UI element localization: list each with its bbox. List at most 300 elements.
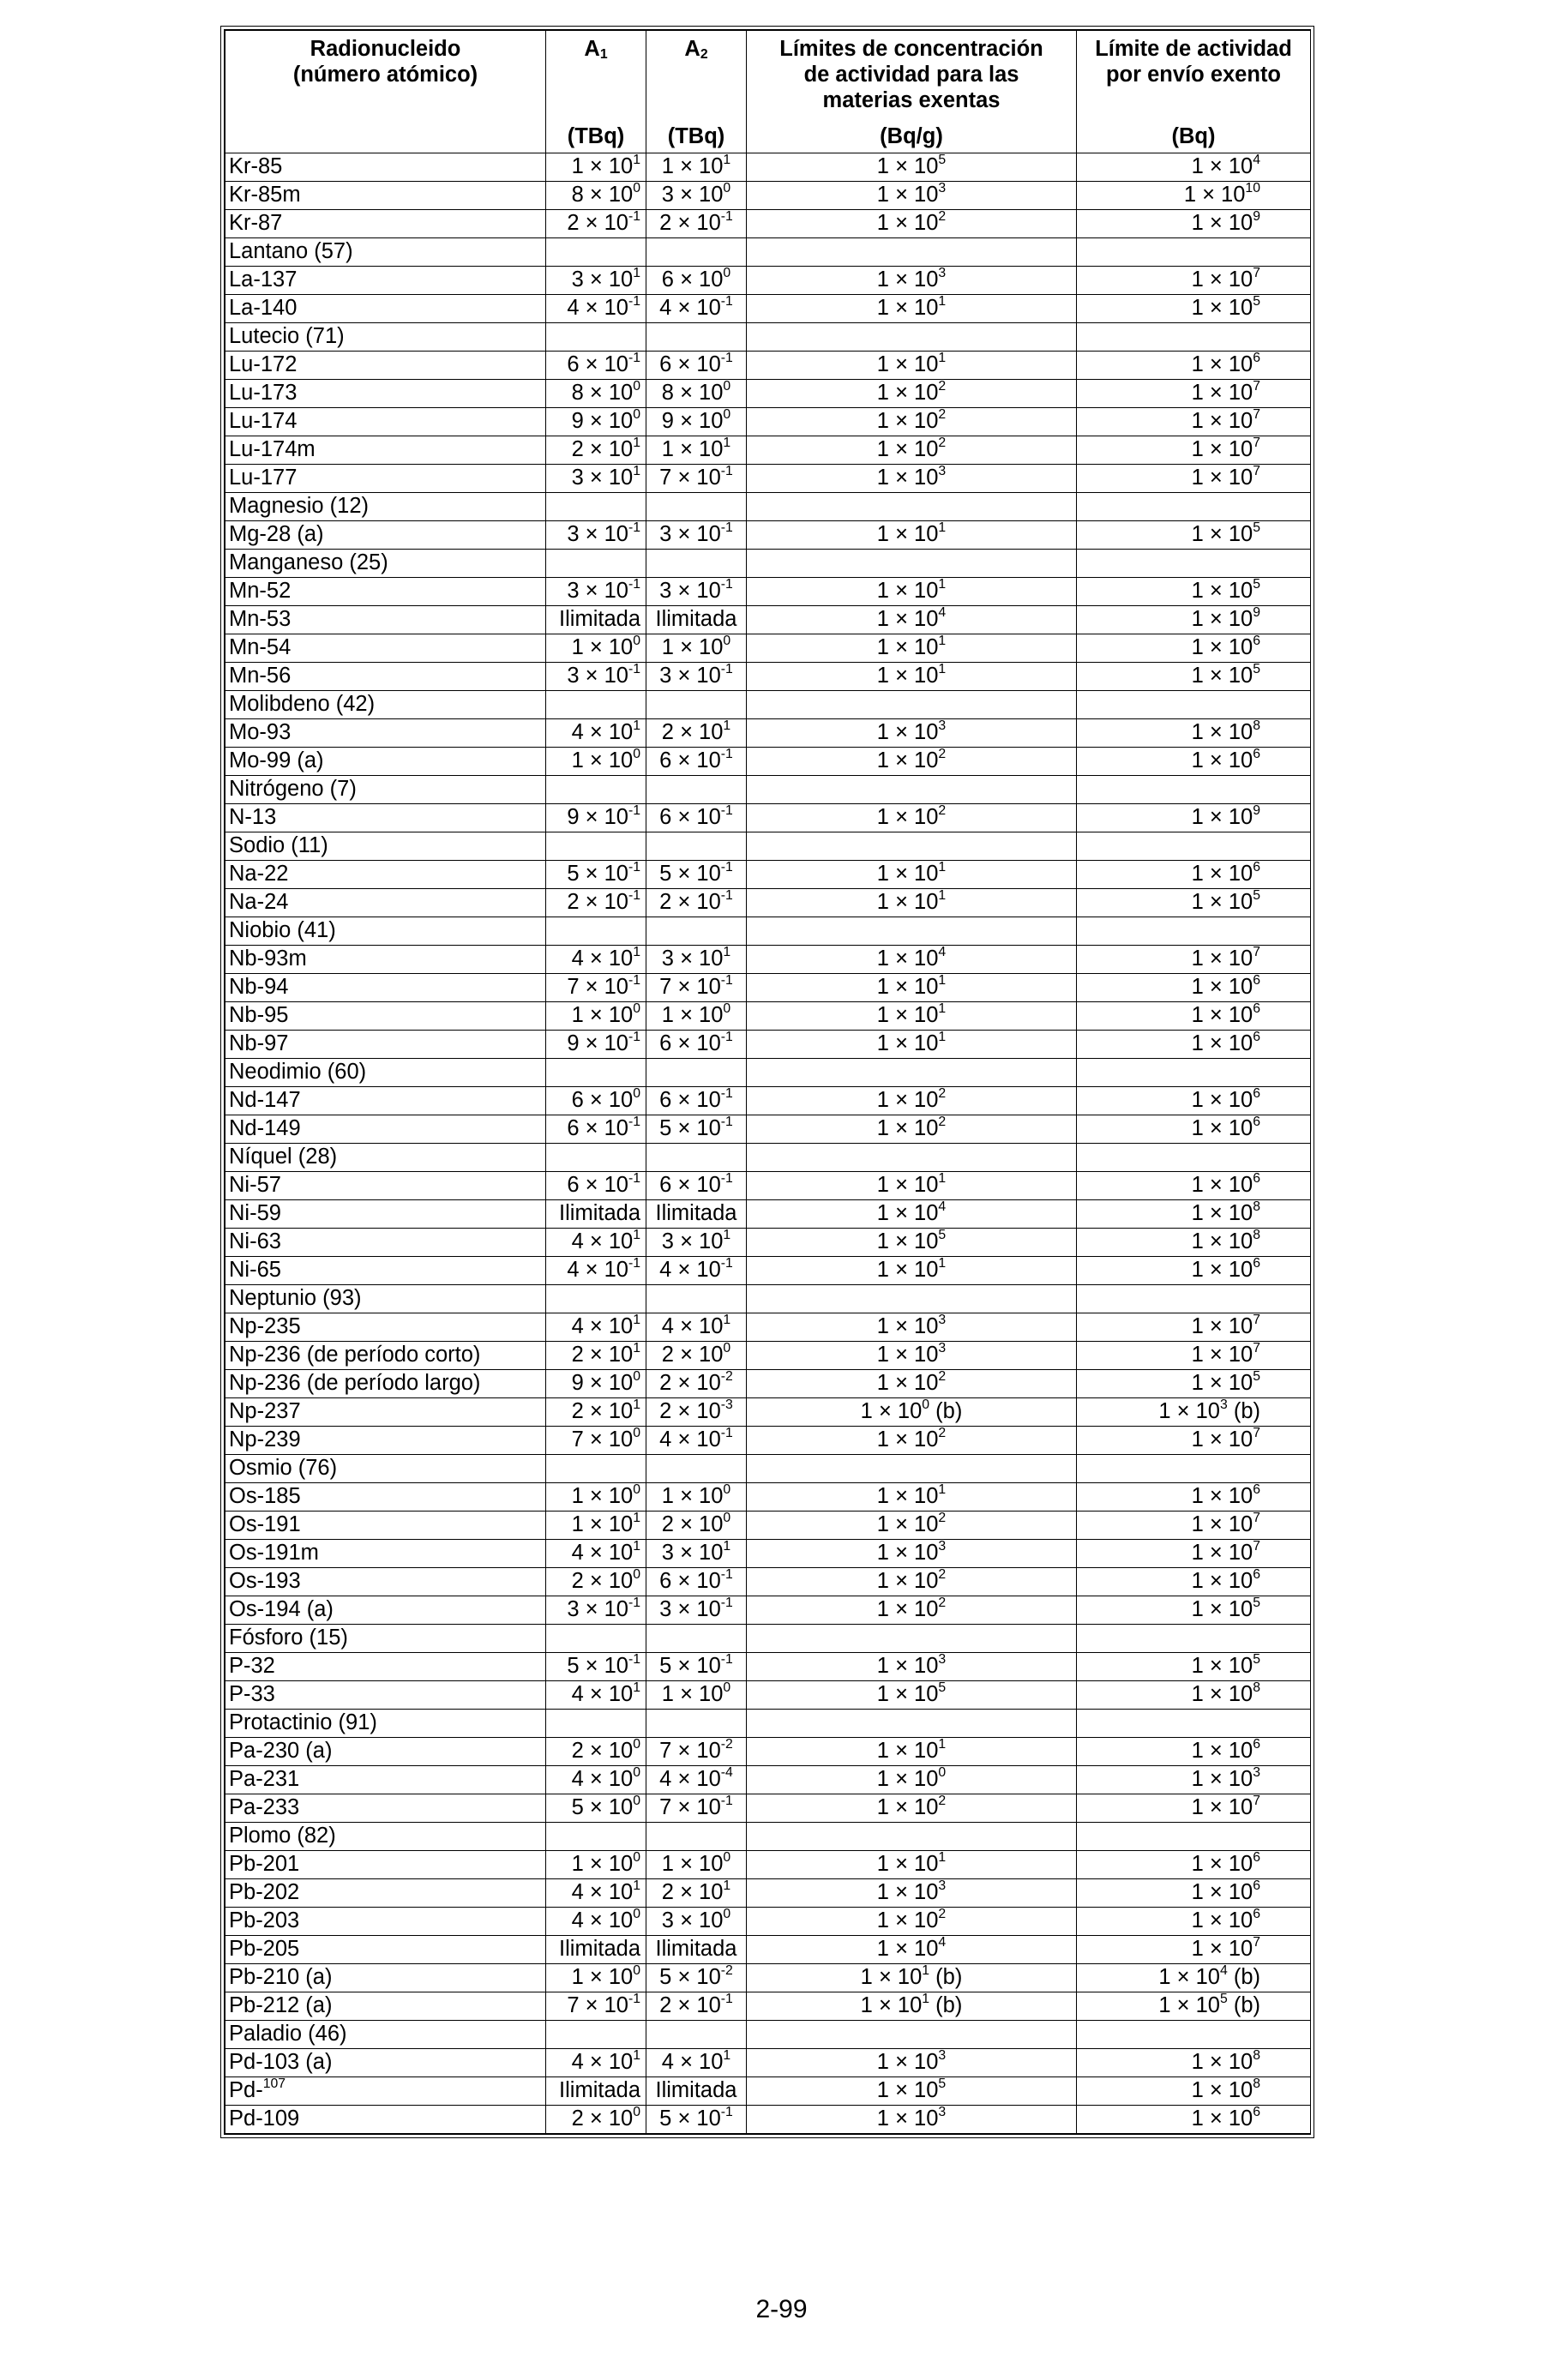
table-row — [225, 521, 1311, 550]
cell-a1: $1 \times 10^0$ — [546, 1851, 646, 1879]
cell-a1: $2 \times 10^{-1}$ — [546, 889, 646, 917]
cell-radionuclide: Osmio (76) — [225, 1455, 546, 1483]
cell-a1: $4 \times 10^1$ — [546, 1540, 646, 1568]
cell-activity-limit: $1 \times 10^6$ — [1077, 1115, 1311, 1144]
cell-concentration: $1 \times 10^3$ — [747, 1879, 1077, 1908]
cell-a2: $6 \times 10^{-1}$ — [646, 1031, 747, 1059]
cell-a2 — [646, 776, 747, 804]
cell-activity-limit: $1 \times 10^5$ (b) — [1077, 1992, 1311, 2021]
cell-a2: Ilimitada — [646, 1936, 747, 1964]
table-row — [225, 1681, 1311, 1710]
table-row — [225, 1398, 1311, 1427]
cell-activity-limit: $1 \times 10^8$ — [1077, 1200, 1311, 1229]
cell-radionuclide: Fósforo (15) — [225, 1625, 546, 1653]
cell-concentration: $1 \times 10^2$ — [747, 1370, 1077, 1398]
cell-activity-limit — [1077, 1285, 1311, 1313]
table-row — [225, 1370, 1311, 1398]
table-row — [225, 776, 1311, 804]
cell-a1 — [546, 776, 646, 804]
cell-concentration: $1 \times 10^3$ — [747, 719, 1077, 748]
cell-activity-limit: $1 \times 10^7$ — [1077, 1794, 1311, 1823]
cell-a2: $2 \times 10^{-1}$ — [646, 1992, 747, 2021]
cell-radionuclide: Niobio (41) — [225, 917, 546, 946]
header-concentration-line1: Límites de concentración — [779, 37, 1043, 61]
cell-activity-limit: $1 \times 10^6$ — [1077, 1568, 1311, 1596]
cell-a1: $3 \times 10^{-1}$ — [546, 663, 646, 691]
cell-a2: $7 \times 10^{-1}$ — [646, 1794, 747, 1823]
cell-a1: $5 \times 10^{-1}$ — [546, 861, 646, 889]
table-row — [225, 465, 1311, 493]
table-row — [225, 578, 1311, 606]
table-row — [225, 1483, 1311, 1512]
cell-concentration: $1 \times 10^2$ — [747, 1794, 1077, 1823]
cell-radionuclide: Lu-174m — [225, 436, 546, 465]
cell-a2: $4 \times 10^{-1}$ — [646, 1257, 747, 1285]
table-row — [225, 1540, 1311, 1568]
cell-a2: $2 \times 10^{-2}$ — [646, 1370, 747, 1398]
cell-a1: $3 \times 10^{-1}$ — [546, 578, 646, 606]
cell-concentration — [747, 550, 1077, 578]
table-row — [225, 1031, 1311, 1059]
table-row — [225, 1908, 1311, 1936]
table-row — [225, 1653, 1311, 1681]
cell-a2: $4 \times 10^1$ — [646, 2049, 747, 2077]
cell-a1: Ilimitada — [546, 1936, 646, 1964]
cell-concentration: $1 \times 10^3$ — [747, 1342, 1077, 1370]
cell-a2: $6 \times 10^0$ — [646, 267, 747, 295]
table-row — [225, 1512, 1311, 1540]
cell-activity-limit: $1 \times 10^7$ — [1077, 1512, 1311, 1540]
cell-a2: $3 \times 10^{-1}$ — [646, 663, 747, 691]
table-row — [225, 1059, 1311, 1087]
cell-radionuclide: Np-236 (de período corto) — [225, 1342, 546, 1370]
table-row — [225, 1285, 1311, 1313]
cell-concentration: $1 \times 10^1$ — [747, 889, 1077, 917]
cell-a1: $4 \times 10^1$ — [546, 1229, 646, 1257]
cell-a1: $9 \times 10^0$ — [546, 1370, 646, 1398]
cell-activity-limit: $1 \times 10^4$ (b) — [1077, 1964, 1311, 1992]
cell-a2 — [646, 1144, 747, 1172]
cell-a2: $3 \times 10^{-1}$ — [646, 578, 747, 606]
cell-activity-limit — [1077, 917, 1311, 946]
cell-a2: $4 \times 10^1$ — [646, 1313, 747, 1342]
cell-activity-limit: $1 \times 10^5$ — [1077, 1653, 1311, 1681]
cell-concentration — [747, 323, 1077, 352]
cell-concentration: $1 \times 10^3$ — [747, 2106, 1077, 2134]
cell-a2: $2 \times 10^0$ — [646, 1342, 747, 1370]
table-body — [225, 153, 1311, 2134]
cell-radionuclide: Pb-203 — [225, 1908, 546, 1936]
cell-a2: $3 \times 10^{-1}$ — [646, 521, 747, 550]
header-a1-symbol: A — [584, 37, 600, 61]
cell-radionuclide: Nitrógeno (7) — [225, 776, 546, 804]
table-row — [225, 352, 1311, 380]
cell-a2: $3 \times 10^{-1}$ — [646, 1596, 747, 1625]
cell-a1 — [546, 550, 646, 578]
cell-concentration: $1 \times 10^2$ — [747, 1568, 1077, 1596]
cell-activity-limit: $1 \times 10^{10}$ — [1077, 182, 1311, 210]
cell-a1: $7 \times 10^{-1}$ — [546, 1992, 646, 2021]
cell-radionuclide: Lu-172 — [225, 352, 546, 380]
cell-a1: $1 \times 10^0$ — [546, 1483, 646, 1512]
cell-activity-limit: $1 \times 10^8$ — [1077, 2049, 1311, 2077]
cell-concentration: $1 \times 10^4$ — [747, 946, 1077, 974]
header-radionuclide — [225, 31, 546, 153]
cell-activity-limit: $1 \times 10^6$ — [1077, 1172, 1311, 1200]
cell-a1: $4 \times 10^{-1}$ — [546, 295, 646, 323]
cell-concentration — [747, 917, 1077, 946]
cell-a2 — [646, 550, 747, 578]
cell-concentration: $1 \times 10^4$ — [747, 1936, 1077, 1964]
cell-radionuclide: Lu-173 — [225, 380, 546, 408]
cell-a2: $3 \times 10^0$ — [646, 182, 747, 210]
cell-activity-limit: $1 \times 10^5$ — [1077, 295, 1311, 323]
cell-radionuclide: La-140 — [225, 295, 546, 323]
cell-activity-limit: $1 \times 10^9$ — [1077, 210, 1311, 238]
table-row — [225, 1313, 1311, 1342]
table-row — [225, 719, 1311, 748]
cell-a1: Ilimitada — [546, 1200, 646, 1229]
cell-activity-limit: $1 \times 10^7$ — [1077, 946, 1311, 974]
header-a2-unit: (TBq) — [667, 124, 725, 148]
cell-radionuclide: Na-22 — [225, 861, 546, 889]
cell-activity-limit: $1 \times 10^7$ — [1077, 1342, 1311, 1370]
cell-a1: $4 \times 10^1$ — [546, 1313, 646, 1342]
cell-a1: $9 \times 10^{-1}$ — [546, 804, 646, 832]
table-row — [225, 804, 1311, 832]
cell-radionuclide: Mn-53 — [225, 606, 546, 634]
cell-radionuclide: Ni-59 — [225, 1200, 546, 1229]
cell-concentration — [747, 1823, 1077, 1851]
cell-concentration — [747, 1625, 1077, 1653]
cell-activity-limit: $1 \times 10^6$ — [1077, 1031, 1311, 1059]
cell-radionuclide: Nb-95 — [225, 1002, 546, 1031]
cell-concentration: $1 \times 10^2$ — [747, 380, 1077, 408]
cell-a2: $1 \times 10^0$ — [646, 634, 747, 663]
table-row — [225, 691, 1311, 719]
cell-activity-limit: $1 \times 10^7$ — [1077, 465, 1311, 493]
cell-concentration: $1 \times 10^0$ — [747, 1766, 1077, 1794]
cell-a1: $7 \times 10^0$ — [546, 1427, 646, 1455]
table-row — [225, 663, 1311, 691]
cell-activity-limit: $1 \times 10^7$ — [1077, 1540, 1311, 1568]
header-concentration-limits — [747, 31, 1077, 153]
table-row — [225, 267, 1311, 295]
cell-a1: $6 \times 10^{-1}$ — [546, 1172, 646, 1200]
cell-concentration: $1 \times 10^1$ — [747, 1738, 1077, 1766]
cell-activity-limit: $1 \times 10^6$ — [1077, 1908, 1311, 1936]
cell-radionuclide: Ni-63 — [225, 1229, 546, 1257]
cell-concentration: $1 \times 10^2$ — [747, 1087, 1077, 1115]
cell-concentration: $1 \times 10^5$ — [747, 1681, 1077, 1710]
cell-a1: $3 \times 10^{-1}$ — [546, 1596, 646, 1625]
cell-radionuclide: Kr-85m — [225, 182, 546, 210]
cell-a1: $4 \times 10^1$ — [546, 1681, 646, 1710]
cell-radionuclide: Lutecio (71) — [225, 323, 546, 352]
cell-radionuclide: Nd-149 — [225, 1115, 546, 1144]
cell-a1: $1 \times 10^0$ — [546, 1002, 646, 1031]
table-row — [225, 1455, 1311, 1483]
cell-a1: $3 \times 10^1$ — [546, 267, 646, 295]
cell-a1 — [546, 1285, 646, 1313]
cell-activity-limit: $1 \times 10^5$ — [1077, 663, 1311, 691]
cell-a1: $2 \times 10^0$ — [546, 1568, 646, 1596]
cell-activity-limit: $1 \times 10^6$ — [1077, 1851, 1311, 1879]
header-a1-unit: (TBq) — [567, 124, 625, 148]
cell-radionuclide: Pb-201 — [225, 1851, 546, 1879]
cell-a1: $1 \times 10^1$ — [546, 153, 646, 182]
cell-a2: $6 \times 10^{-1}$ — [646, 1087, 747, 1115]
header-radionuclide-line1: Radionucleido — [310, 37, 461, 61]
cell-activity-limit — [1077, 1455, 1311, 1483]
cell-radionuclide: Pd-109 — [225, 2106, 546, 2134]
header-a2 — [646, 31, 747, 153]
cell-a2: $4 \times 10^{-1}$ — [646, 295, 747, 323]
table-row — [225, 408, 1311, 436]
cell-a1: $4 \times 10^{-1}$ — [546, 1257, 646, 1285]
cell-radionuclide: Lantano (57) — [225, 238, 546, 267]
cell-concentration: $1 \times 10^1$ — [747, 663, 1077, 691]
header-a1-subscript: 1 — [599, 47, 608, 63]
cell-activity-limit — [1077, 2021, 1311, 2049]
cell-concentration: $1 \times 10^4$ — [747, 606, 1077, 634]
table-row — [225, 1200, 1311, 1229]
header-radionuclide-line2: (número atómico) — [292, 63, 478, 87]
cell-concentration: $1 \times 10^1$ — [747, 578, 1077, 606]
cell-a2: $5 \times 10^{-1}$ — [646, 1653, 747, 1681]
cell-a1: $6 \times 10^0$ — [546, 1087, 646, 1115]
cell-a2 — [646, 832, 747, 861]
cell-concentration: $1 \times 10^5$ — [747, 1229, 1077, 1257]
cell-a1: $3 \times 10^1$ — [546, 465, 646, 493]
cell-a2 — [646, 691, 747, 719]
cell-a2: $6 \times 10^{-1}$ — [646, 804, 747, 832]
cell-radionuclide: Neptunio (93) — [225, 1285, 546, 1313]
radionuclide-table-frame — [224, 29, 1311, 2135]
cell-a2: $1 \times 10^1$ — [646, 153, 747, 182]
table-row — [225, 1851, 1311, 1879]
cell-activity-limit: $1 \times 10^5$ — [1077, 1596, 1311, 1625]
cell-radionuclide: Pb-205 — [225, 1936, 546, 1964]
cell-activity-limit: $1 \times 10^9$ — [1077, 606, 1311, 634]
cell-a2: $6 \times 10^{-1}$ — [646, 748, 747, 776]
cell-radionuclide: Np-236 (de período largo) — [225, 1370, 546, 1398]
table-row — [225, 1427, 1311, 1455]
cell-radionuclide: Magnesio (12) — [225, 493, 546, 521]
table-row — [225, 1879, 1311, 1908]
cell-radionuclide: Pd-$^{107}$ — [225, 2077, 546, 2106]
cell-activity-limit: $1 \times 10^6$ — [1077, 634, 1311, 663]
cell-concentration — [747, 1710, 1077, 1738]
cell-a1 — [546, 1455, 646, 1483]
cell-radionuclide: Os-193 — [225, 1568, 546, 1596]
cell-radionuclide: Pb-202 — [225, 1879, 546, 1908]
header-concentration-line3: materias exentas — [822, 88, 1001, 112]
cell-a2: $5 \times 10^{-1}$ — [646, 2106, 747, 2134]
table-row — [225, 1738, 1311, 1766]
cell-concentration — [747, 776, 1077, 804]
cell-activity-limit — [1077, 1823, 1311, 1851]
cell-a1: $4 \times 10^0$ — [546, 1766, 646, 1794]
cell-activity-limit — [1077, 493, 1311, 521]
cell-activity-limit: $1 \times 10^6$ — [1077, 2106, 1311, 2134]
cell-concentration: $1 \times 10^1$ — [747, 1257, 1077, 1285]
cell-a2: $6 \times 10^{-1}$ — [646, 352, 747, 380]
table-row — [225, 1992, 1311, 2021]
cell-radionuclide: Na-24 — [225, 889, 546, 917]
cell-radionuclide: Os-185 — [225, 1483, 546, 1512]
table-row — [225, 238, 1311, 267]
cell-a1: $6 \times 10^{-1}$ — [546, 352, 646, 380]
cell-a1: $2 \times 10^1$ — [546, 436, 646, 465]
cell-a2 — [646, 238, 747, 267]
cell-radionuclide: Nb-94 — [225, 974, 546, 1002]
table-row — [225, 1115, 1311, 1144]
cell-activity-limit — [1077, 832, 1311, 861]
cell-concentration: $1 \times 10^1$ — [747, 634, 1077, 663]
table-row — [225, 2049, 1311, 2077]
table-row — [225, 550, 1311, 578]
cell-activity-limit: $1 \times 10^7$ — [1077, 267, 1311, 295]
cell-a2: $2 \times 10^1$ — [646, 1879, 747, 1908]
cell-concentration — [747, 832, 1077, 861]
cell-a2: $3 \times 10^1$ — [646, 1229, 747, 1257]
cell-radionuclide: Pa-230 (a) — [225, 1738, 546, 1766]
cell-concentration: $1 \times 10^5$ — [747, 2077, 1077, 2106]
cell-activity-limit: $1 \times 10^5$ — [1077, 578, 1311, 606]
header-a1 — [546, 31, 646, 153]
cell-activity-limit: $1 \times 10^6$ — [1077, 1879, 1311, 1908]
cell-a1 — [546, 493, 646, 521]
cell-radionuclide: Ni-57 — [225, 1172, 546, 1200]
cell-a2 — [646, 917, 747, 946]
cell-activity-limit: $1 \times 10^8$ — [1077, 2077, 1311, 2106]
cell-a2 — [646, 1625, 747, 1653]
table-row — [225, 1964, 1311, 1992]
cell-a2: $7 \times 10^{-1}$ — [646, 974, 747, 1002]
cell-activity-limit: $1 \times 10^7$ — [1077, 380, 1311, 408]
table-row — [225, 1710, 1311, 1738]
table-row — [225, 946, 1311, 974]
cell-concentration: $1 \times 10^2$ — [747, 804, 1077, 832]
cell-a1: $5 \times 10^{-1}$ — [546, 1653, 646, 1681]
cell-concentration: $1 \times 10^1$ — [747, 1172, 1077, 1200]
cell-radionuclide: Pd-103 (a) — [225, 2049, 546, 2077]
cell-radionuclide: Mn-56 — [225, 663, 546, 691]
table-row — [225, 2106, 1311, 2134]
cell-radionuclide: Protactinio (91) — [225, 1710, 546, 1738]
cell-a1 — [546, 1625, 646, 1653]
cell-a2 — [646, 1455, 747, 1483]
table-row — [225, 1229, 1311, 1257]
cell-a1: $4 \times 10^1$ — [546, 719, 646, 748]
cell-concentration: $1 \times 10^3$ — [747, 465, 1077, 493]
cell-radionuclide: Np-239 — [225, 1427, 546, 1455]
cell-concentration: $1 \times 10^3$ — [747, 2049, 1077, 2077]
cell-activity-limit: $1 \times 10^4$ — [1077, 153, 1311, 182]
table-row — [225, 1596, 1311, 1625]
header-activity-line2: por envío exento — [1105, 63, 1282, 87]
cell-a2: $6 \times 10^{-1}$ — [646, 1172, 747, 1200]
cell-radionuclide: Paladio (46) — [225, 2021, 546, 2049]
cell-a1 — [546, 323, 646, 352]
cell-a1: $2 \times 10^{-1}$ — [546, 210, 646, 238]
cell-activity-limit — [1077, 1144, 1311, 1172]
cell-activity-limit: $1 \times 10^3$ — [1077, 1766, 1311, 1794]
cell-a2 — [646, 1710, 747, 1738]
cell-a1: $2 \times 10^1$ — [546, 1398, 646, 1427]
cell-a2: Ilimitada — [646, 2077, 747, 2106]
cell-radionuclide: Os-194 (a) — [225, 1596, 546, 1625]
cell-concentration — [747, 1285, 1077, 1313]
table-row — [225, 380, 1311, 408]
cell-concentration: $1 \times 10^2$ — [747, 408, 1077, 436]
cell-activity-limit: $1 \times 10^6$ — [1077, 352, 1311, 380]
table-row — [225, 2077, 1311, 2106]
table-row — [225, 1766, 1311, 1794]
cell-activity-limit — [1077, 550, 1311, 578]
cell-a1: $2 \times 10^0$ — [546, 2106, 646, 2134]
cell-activity-limit: $1 \times 10^6$ — [1077, 1483, 1311, 1512]
cell-activity-limit — [1077, 238, 1311, 267]
cell-activity-limit: $1 \times 10^5$ — [1077, 889, 1311, 917]
cell-radionuclide: Sodio (11) — [225, 832, 546, 861]
cell-concentration: $1 \times 10^1$ — [747, 295, 1077, 323]
cell-a2: $3 \times 10^1$ — [646, 946, 747, 974]
cell-a1: $6 \times 10^{-1}$ — [546, 1115, 646, 1144]
cell-a2: $5 \times 10^{-1}$ — [646, 861, 747, 889]
cell-a1 — [546, 238, 646, 267]
table-row — [225, 323, 1311, 352]
table-row — [225, 2021, 1311, 2049]
cell-a2 — [646, 1285, 747, 1313]
cell-radionuclide: N-13 — [225, 804, 546, 832]
cell-a1: $5 \times 10^0$ — [546, 1794, 646, 1823]
cell-a2: $4 \times 10^{-4}$ — [646, 1766, 747, 1794]
table-row — [225, 182, 1311, 210]
cell-radionuclide: Mn-54 — [225, 634, 546, 663]
cell-concentration: $1 \times 10^1$ — [747, 1483, 1077, 1512]
table-row — [225, 974, 1311, 1002]
cell-concentration — [747, 691, 1077, 719]
cell-a1 — [546, 1059, 646, 1087]
table-row — [225, 1568, 1311, 1596]
cell-a2: $2 \times 10^0$ — [646, 1512, 747, 1540]
cell-a2: Ilimitada — [646, 606, 747, 634]
cell-radionuclide: Níquel (28) — [225, 1144, 546, 1172]
cell-activity-limit: $1 \times 10^8$ — [1077, 1681, 1311, 1710]
cell-a2: $1 \times 10^0$ — [646, 1483, 747, 1512]
table-row — [225, 1936, 1311, 1964]
cell-radionuclide: Mo-99 (a) — [225, 748, 546, 776]
cell-radionuclide: P-33 — [225, 1681, 546, 1710]
table-row — [225, 153, 1311, 182]
cell-activity-limit: $1 \times 10^7$ — [1077, 1313, 1311, 1342]
cell-radionuclide: Mo-93 — [225, 719, 546, 748]
cell-a2: $3 \times 10^0$ — [646, 1908, 747, 1936]
header-a2-symbol: A — [684, 37, 700, 61]
cell-a2 — [646, 1059, 747, 1087]
cell-concentration — [747, 1144, 1077, 1172]
cell-a1 — [546, 2021, 646, 2049]
cell-radionuclide: Np-235 — [225, 1313, 546, 1342]
table-row — [225, 493, 1311, 521]
table-row — [225, 917, 1311, 946]
cell-concentration — [747, 2021, 1077, 2049]
cell-concentration: $1 \times 10^2$ — [747, 748, 1077, 776]
cell-a2: $1 \times 10^0$ — [646, 1851, 747, 1879]
cell-a1: Ilimitada — [546, 2077, 646, 2106]
